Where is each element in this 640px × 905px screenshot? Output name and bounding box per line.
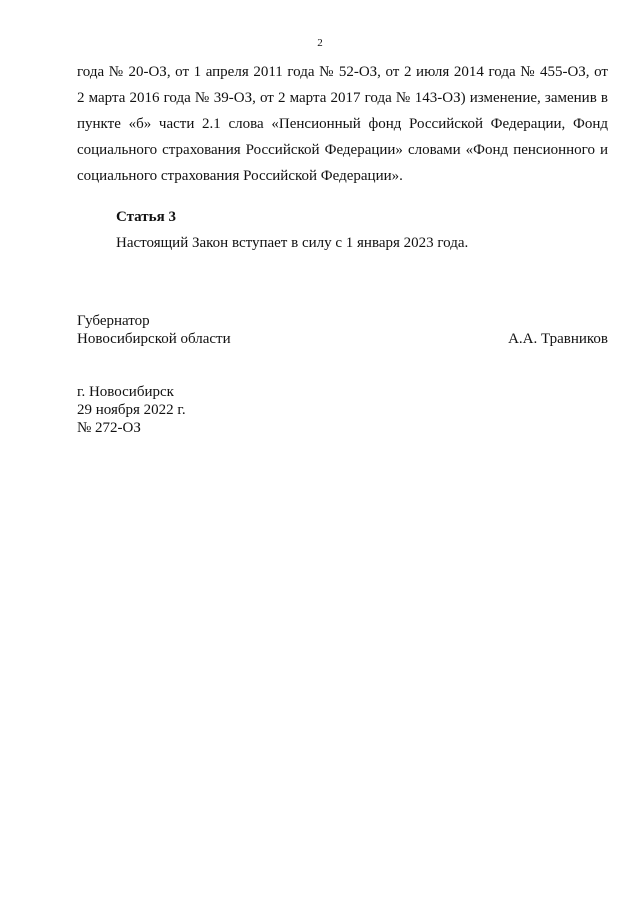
city: г. Новосибирск (77, 384, 174, 400)
date: 29 ноября 2022 г. (77, 402, 186, 418)
signer-title: Губернатор (77, 313, 150, 329)
law-number: № 272-ОЗ (77, 420, 141, 436)
paragraph-line: 2 марта 2016 года № 39-ОЗ, от 2 марта 2017 года № 143-ОЗ) изменение, заменив в (77, 90, 608, 106)
paragraph-line: года № 20-ОЗ, от 1 апреля 2011 года № 52-ОЗ, от 2 июля 2014 года № 455-ОЗ, от (77, 64, 608, 80)
article-heading: Статья 3 (116, 209, 176, 225)
signature-region-line (77, 330, 608, 348)
page-number: 2 (317, 37, 323, 49)
paragraph-line: пункте «б» части 2.1 слова «Пенсионный фонд Российской Федерации, Фонд (77, 116, 608, 132)
signature-title-line (77, 312, 608, 330)
paragraph-line: социального страхования Российской Федерации» словами «Фонд пенсионного и (77, 142, 608, 158)
place-date-block (77, 383, 186, 437)
signer-name: А.А. Травников (508, 331, 608, 347)
paragraph-line: социального страхования Российской Федерации». (77, 168, 403, 184)
signature-block (77, 312, 608, 348)
article-text: Настоящий Закон вступает в силу с 1 января 2023 года. (116, 235, 469, 251)
law-amendment-paragraph (77, 59, 608, 189)
signer-region: Новосибирской области (77, 331, 231, 347)
